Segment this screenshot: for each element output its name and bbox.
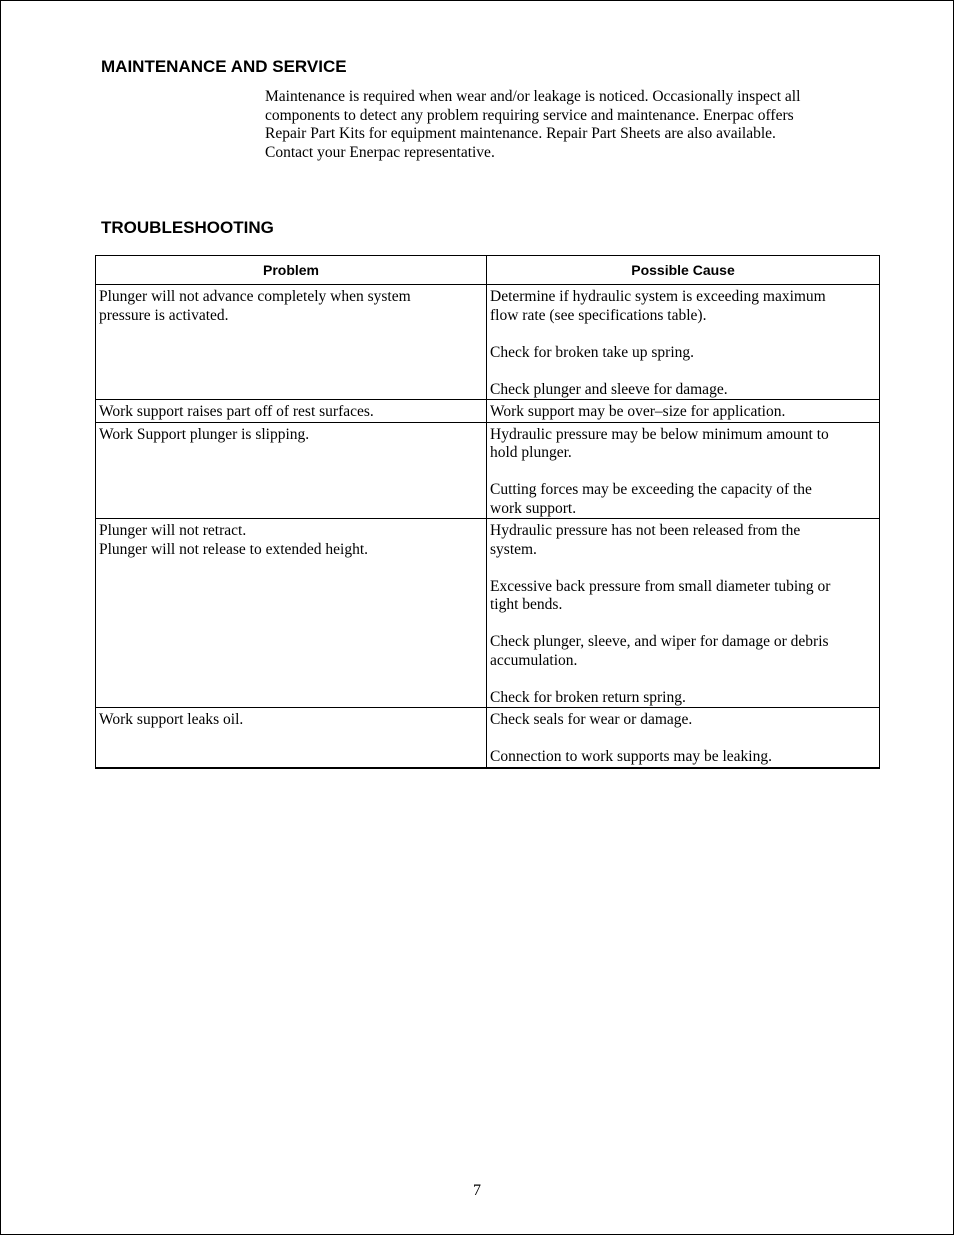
problem-text-line: Plunger will not retract. xyxy=(99,522,247,539)
problem-paragraph xyxy=(99,403,483,422)
problem-paragraph xyxy=(99,522,483,559)
causes-paragraph xyxy=(490,748,876,767)
column-header-possible-cause: Possible Cause xyxy=(487,256,880,285)
causes-text-line: hold plunger. xyxy=(490,444,572,461)
causes-text-line: Check seals for wear or damage. xyxy=(490,711,693,728)
problem-paragraph xyxy=(99,288,483,325)
causes-paragraph xyxy=(490,711,876,730)
problem-cell xyxy=(96,519,487,708)
causes-text-line: Excessive back pressure from small diameter tubing or xyxy=(490,577,831,595)
problem-text-line: Plunger will not release to extended height. xyxy=(99,540,369,558)
maintenance-line: Contact your Enerpac representative. xyxy=(265,143,495,161)
problem-paragraph xyxy=(99,426,483,445)
problem-cell xyxy=(96,708,487,768)
problem-text-line: Plunger will not advance completely when system xyxy=(99,288,411,305)
causes-text-line: tight bends. xyxy=(490,596,563,613)
causes-text-line: Check for broken take up spring. xyxy=(490,343,695,361)
problem-text-line: Work Support plunger is slipping. xyxy=(99,425,310,443)
causes-paragraph xyxy=(490,288,876,325)
causes-paragraph xyxy=(490,403,876,422)
table-body xyxy=(96,285,880,768)
problem-cell xyxy=(96,422,487,519)
causes-text-line: flow rate (see specifications table). xyxy=(490,306,707,324)
causes-text-line: accumulation. xyxy=(490,651,578,669)
problem-text-line: Work support leaks oil. xyxy=(99,711,244,728)
troubleshooting-table xyxy=(95,255,880,769)
problem-paragraph xyxy=(99,711,483,730)
troubleshooting-heading: TROUBLESHOOTING xyxy=(101,218,274,237)
maintenance-paragraph xyxy=(265,88,870,162)
causes-paragraph xyxy=(490,426,876,463)
problem-cell xyxy=(96,400,487,423)
causes-text-line: Work support may be over–size for application. xyxy=(490,403,786,420)
causes-paragraph xyxy=(490,689,876,708)
table-row xyxy=(96,708,880,768)
possible-cause-cell xyxy=(487,422,880,519)
problem-text-line: Work support raises part off of rest surfaces. xyxy=(99,403,374,420)
causes-text-line: Check plunger, sleeve, and wiper for damage or debris xyxy=(490,633,829,650)
causes-paragraph xyxy=(490,522,876,559)
possible-cause-cell xyxy=(487,400,880,423)
possible-cause-cell xyxy=(487,285,880,400)
table-row xyxy=(96,519,880,708)
problem-cell xyxy=(96,285,487,400)
causes-text-line: Connection to work supports may be leaking. xyxy=(490,748,772,765)
causes-text-line: work support. xyxy=(490,499,577,517)
causes-paragraph xyxy=(490,344,876,363)
causes-text-line: Check plunger and sleeve for damage. xyxy=(490,380,728,398)
causes-paragraph xyxy=(490,481,876,518)
page-number: 7 xyxy=(473,1182,481,1199)
maintenance-line: components to detect any problem requiring service and maintenance. Enerpac offers xyxy=(265,106,794,124)
table-row xyxy=(96,422,880,519)
maintenance-heading: MAINTENANCE AND SERVICE xyxy=(101,57,347,76)
causes-text-line: Hydraulic pressure may be below minimum amount to xyxy=(490,425,829,443)
problem-text-line: pressure is activated. xyxy=(99,306,229,324)
table-header-row xyxy=(96,256,880,285)
possible-cause-cell xyxy=(487,708,880,768)
causes-text-line: Check for broken return spring. xyxy=(490,688,686,706)
causes-text-line: Determine if hydraulic system is exceeding maximum xyxy=(490,288,826,305)
table-row xyxy=(96,285,880,400)
column-header-problem: Problem xyxy=(96,256,487,285)
causes-text-line: system. xyxy=(490,540,537,558)
causes-paragraph xyxy=(490,381,876,400)
maintenance-line: Repair Part Kits for equipment maintenance. Repair Part Sheets are also available. xyxy=(265,125,776,142)
maintenance-line: Maintenance is required when wear and/or leakage is noticed. Occasionally inspect all xyxy=(265,88,801,105)
causes-paragraph xyxy=(490,633,876,670)
possible-cause-cell xyxy=(487,519,880,708)
causes-text-line: Hydraulic pressure has not been released from the xyxy=(490,522,801,539)
causes-text-line: Cutting forces may be exceeding the capacity of the xyxy=(490,481,812,498)
causes-paragraph xyxy=(490,578,876,615)
table-row xyxy=(96,400,880,423)
